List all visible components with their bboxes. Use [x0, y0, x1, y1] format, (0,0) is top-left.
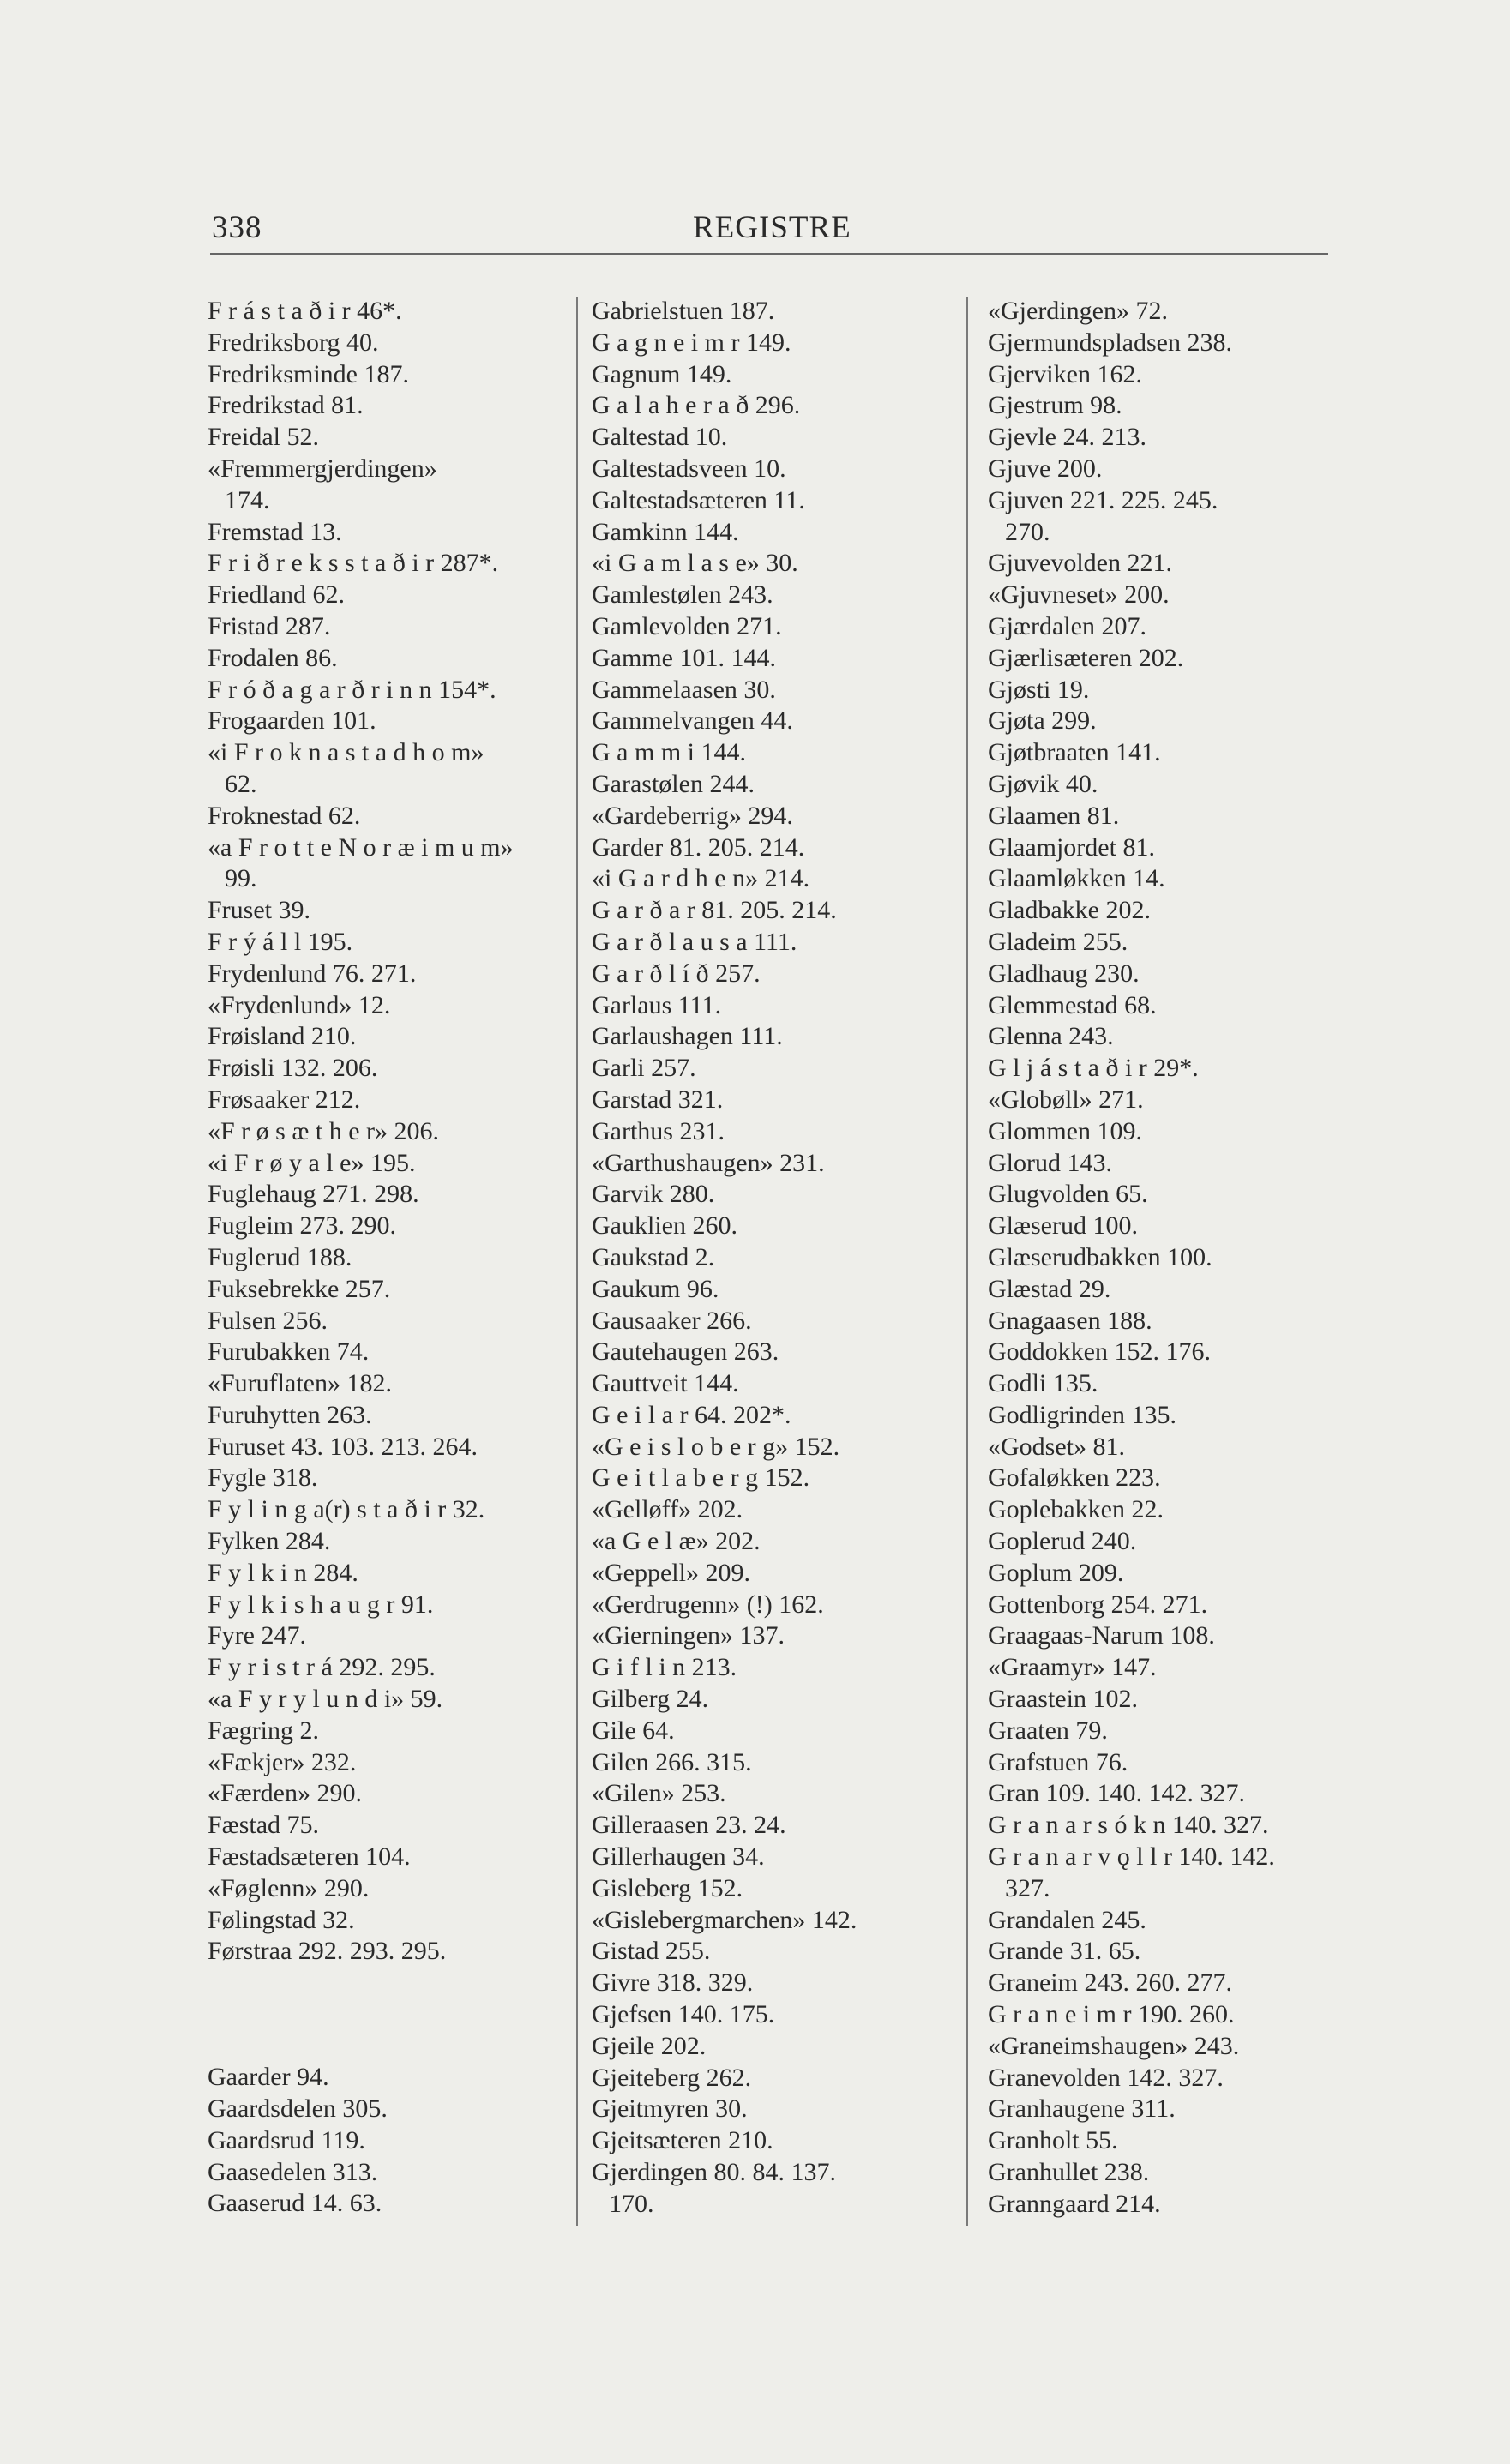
column-divider [966, 297, 968, 2226]
index-entry: Gjuven 221. 225. 245. [988, 485, 1218, 514]
index-entry: Gilleraasen 23. 24. [592, 1811, 786, 1840]
index-entry: Fruset 39. [208, 896, 310, 925]
index-entry: Granhaugene 311. [988, 2094, 1176, 2124]
index-entry: F y l i n g a(r) s t a ð i r 32. [208, 1495, 485, 1524]
index-entry: Fredriksborg 40. [208, 328, 379, 357]
index-entry: Garli 257. [592, 1054, 696, 1083]
index-entry: Gjærdalen 207. [988, 611, 1146, 640]
index-entry: Gjevle 24. 213. [988, 423, 1146, 452]
index-entry: Gilberg 24. [592, 1685, 709, 1714]
index-entry: Gillerhaugen 34. [592, 1842, 765, 1872]
index-entry: Graagaas-Narum 108. [988, 1621, 1215, 1650]
index-entry: Gladbakke 202. [988, 896, 1151, 925]
index-entry: «Gardeberrig» 294. [592, 801, 793, 830]
index-entry: «Gislebergmarchen» 142. [592, 1905, 857, 1934]
index-entry: Fægring 2. [208, 1716, 320, 1745]
index-entry: Fredrikstad 81. [208, 391, 364, 420]
index-entry: Gjeitmyren 30. [592, 2094, 748, 2124]
index-entry: Garthus 231. [592, 1116, 725, 1145]
index-entry: G a m m i 144. [592, 738, 746, 767]
index-entry: Fuglehaug 271. 298. [208, 1180, 419, 1209]
index-entry: «Graneimshaugen» 243. [988, 2031, 1240, 2060]
index-entry: «Globøll» 271. [988, 1085, 1144, 1114]
index-entry: Garlaushagen 111. [592, 1022, 783, 1051]
index-entry: Gjermundspladsen 238. [988, 328, 1232, 357]
index-entry: Friedland 62. [208, 580, 345, 610]
index-entry: F y l k i n 284. [208, 1558, 358, 1587]
index-entry: Grafstuen 76. [988, 1747, 1128, 1776]
index-entry: Gjerdingen 80. 84. 137. [592, 2158, 836, 2187]
index-entry: Gjerviken 162. [988, 359, 1142, 388]
index-entry: Førstraa 292. 293. 295. [208, 1937, 447, 1966]
index-entry: Glenna 243. [988, 1022, 1114, 1051]
index-entry: «Færden» 290. [208, 1779, 362, 1808]
index-entry: Gjøtbraaten 141. [988, 738, 1161, 767]
index-entry: Fugleim 273. 290. [208, 1211, 397, 1241]
index-entry: Garstad 321. [592, 1085, 724, 1114]
index-entry: Gjøta 299. [988, 706, 1097, 736]
index-entry: G i f l i n 213. [592, 1653, 737, 1682]
index-entry: Gjeile 202. [592, 2031, 707, 2060]
index-entry: Fyre 247. [208, 1621, 306, 1650]
index-entry: Garastølen 244. [592, 769, 755, 798]
index-entry: «G e i s l o b e r g» 152. [592, 1432, 840, 1461]
index-entry: Gilen 266. 315. [592, 1747, 752, 1776]
index-entry: F y r i s t r á 292. 295. [208, 1653, 436, 1682]
index-entry: 270. [1005, 517, 1050, 546]
index-entry: Fredriksminde 187. [208, 359, 409, 388]
index-entry: 62. [225, 769, 257, 798]
index-entry: Gausaaker 266. [592, 1306, 752, 1335]
index-entry: G r a n a r s ó k n 140. 327. [988, 1811, 1269, 1840]
index-entry: «Gilen» 253. [592, 1779, 726, 1808]
index-entry: Furuhytten 263. [208, 1400, 372, 1429]
index-entry: Graneim 243. 260. 277. [988, 1968, 1232, 1998]
index-entry: Fæstad 75. [208, 1811, 320, 1840]
index-entry: Furuset 43. 103. 213. 264. [208, 1432, 478, 1461]
index-entry: Gaasedelen 313. [208, 2157, 378, 2186]
index-entry: Glaamløkken 14. [988, 864, 1165, 893]
index-entry: Gladhaug 230. [988, 959, 1140, 988]
index-entry: «Gelløff» 202. [592, 1495, 743, 1524]
index-entry: Gaaserud 14. 63. [208, 2189, 382, 2218]
header-rule [210, 253, 1328, 255]
index-entry: Glæstad 29. [988, 1274, 1111, 1303]
index-entry: Gaarder 94. [208, 2063, 329, 2092]
index-entry: Frogaarden 101. [208, 706, 376, 736]
index-entry: Gjærlisæteren 202. [988, 643, 1184, 672]
index-entry: Galtestad 10. [592, 423, 728, 452]
index-entry: Gjøvik 40. [988, 769, 1098, 798]
index-column-1 [208, 296, 514, 2220]
index-entry: Granngaard 214. [988, 2189, 1161, 2218]
index-entry: «a F y r y l u n d i» 59. [208, 1685, 443, 1714]
index-entry: Gamkinn 144. [592, 517, 739, 546]
index-entry: Goplum 209. [988, 1558, 1124, 1587]
index-entry: «Godset» 81. [988, 1432, 1125, 1461]
index-entry: Granevolden 142. 327. [988, 2063, 1224, 2092]
index-entry: Gofaløkken 223. [988, 1463, 1161, 1493]
index-entry: Froknestad 62. [208, 801, 361, 830]
index-entry: F y l k i s h a u g r 91. [208, 1590, 434, 1619]
index-entry: «i G a r d h e n» 214. [592, 864, 810, 893]
index-entry: Gjefsen 140. 175. [592, 2000, 775, 2029]
index-entry: G r a n a r v ǫ l l r 140. 142. [988, 1842, 1275, 1872]
index-entry: G r a n e i m r 190. 260. [988, 2000, 1235, 2029]
index-entry: Grande 31. 65. [988, 1937, 1141, 1966]
index-column-2 [592, 296, 857, 2221]
index-entry: «Garthushaugen» 231. [592, 1148, 825, 1177]
index-entry: «Gerdrugenn» (!) 162. [592, 1590, 824, 1619]
index-entry: Gottenborg 254. 271. [988, 1590, 1208, 1619]
index-entry: G a r ð l í ð 257. [592, 959, 761, 988]
index-entry: Gaardsrud 119. [208, 2125, 365, 2154]
index-entry: Gaardsdelen 305. [208, 2094, 388, 2124]
index-entry: Galtestadsveen 10. [592, 454, 786, 483]
index-entry: «Fremmergjerdingen» [208, 454, 437, 483]
index-entry: G e i l a r 64. 202*. [592, 1400, 791, 1429]
index-entry: Gamlestølen 243. [592, 580, 773, 610]
index-entry: Gnagaasen 188. [988, 1306, 1152, 1335]
index-entry: G a g n e i m r 149. [592, 328, 791, 357]
index-entry: Gamlevolden 271. [592, 611, 782, 640]
index-entry: Granhullet 238. [988, 2158, 1150, 2187]
index-entry: Goddokken 152. 176. [988, 1337, 1211, 1367]
index-entry: Gistad 255. [592, 1937, 711, 1966]
index-entry: Gamme 101. 144. [592, 643, 776, 672]
index-entry: «Furuflaten» 182. [208, 1369, 392, 1398]
index-entry: Glæserud 100. [988, 1211, 1138, 1241]
index-entry: Freidal 52. [208, 423, 319, 452]
index-entry: «Føglenn» 290. [208, 1873, 370, 1902]
index-entry: Gran 109. 140. 142. 327. [988, 1779, 1245, 1808]
index-entry: «Gierningen» 137. [592, 1621, 785, 1650]
index-entry: Gjuvevolden 221. [988, 549, 1172, 578]
index-entry: Fylken 284. [208, 1527, 331, 1556]
index-entry: 170. [609, 2189, 654, 2218]
index-entry: Gladeim 255. [988, 927, 1128, 956]
index-entry: 327. [1005, 1873, 1050, 1902]
index-entry: Frøisland 210. [208, 1022, 357, 1051]
index-entry: «Geppell» 209. [592, 1558, 750, 1587]
index-entry: Glorud 143. [988, 1148, 1112, 1177]
index-entry: Frøsaaker 212. [208, 1085, 361, 1114]
index-entry: Garder 81. 205. 214. [592, 832, 805, 862]
index-entry: G a r ð l a u s a 111. [592, 927, 797, 956]
index-entry: Gauklien 260. [592, 1211, 737, 1241]
index-entry: Gaukstad 2. [592, 1242, 715, 1271]
index-entry: Fuksebrekke 257. [208, 1274, 391, 1303]
index-entry: Godligrinden 135. [988, 1400, 1176, 1429]
index-entry: «Gjuvneset» 200. [988, 580, 1170, 610]
page-number: 338 [212, 210, 262, 245]
index-entry: «Fækjer» 232. [208, 1747, 357, 1776]
index-entry: «a G e l æ» 202. [592, 1527, 761, 1556]
index-entry: G l j á s t a ð i r 29*. [988, 1054, 1199, 1083]
index-entry: Fremstad 13. [208, 517, 342, 546]
index-entry: Gjestrum 98. [988, 391, 1122, 420]
running-head: REGISTRE [693, 210, 851, 245]
index-entry: Granholt 55. [988, 2126, 1118, 2155]
index-entry: G a r ð a r 81. 205. 214. [592, 896, 837, 925]
index-entry: Fulsen 256. [208, 1306, 328, 1335]
index-entry: Graaten 79. [988, 1716, 1108, 1745]
index-entry: Fygle 318. [208, 1463, 318, 1493]
index-entry: Garlaus 111. [592, 990, 722, 1019]
index-entry: «Graamyr» 147. [988, 1653, 1157, 1682]
index-entry: G e i t l a b e r g 152. [592, 1463, 810, 1493]
index-entry: Givre 318. 329. [592, 1968, 754, 1998]
index-entry: Gile 64. [592, 1716, 675, 1745]
index-entry: Goplerud 240. [988, 1527, 1137, 1556]
index-entry: Følingstad 32. [208, 1905, 355, 1934]
index-entry: Glemmestad 68. [988, 990, 1157, 1019]
index-entry: Furubakken 74. [208, 1337, 370, 1367]
index-entry: Gjeitsæteren 210. [592, 2126, 773, 2155]
index-entry: Glaamjordet 81. [988, 832, 1155, 862]
index-entry: Gjeiteberg 262. [592, 2063, 752, 2092]
index-entry: Gagnum 149. [592, 359, 732, 388]
index-entry: Goplebakken 22. [988, 1495, 1164, 1524]
index-entry: «Frydenlund» 12. [208, 990, 391, 1019]
index-entry: F r i ð r e k s s t a ð i r 287*. [208, 549, 499, 578]
index-entry: «a F r o t t e N o r æ i m u m» [208, 832, 514, 862]
index-entry: Fristad 287. [208, 611, 331, 640]
index-entry: F r ó ð a g a r ð r i n n 154*. [208, 675, 496, 704]
index-entry: Gammelaasen 30. [592, 675, 776, 704]
index-entry: Glugvolden 65. [988, 1180, 1148, 1209]
index-entry: Graastein 102. [988, 1685, 1138, 1714]
index-entry: «F r ø s æ t h e r» 206. [208, 1116, 439, 1145]
index-entry: «Gjerdingen» 72. [988, 297, 1168, 325]
index-entry: Frodalen 86. [208, 643, 338, 672]
index-entry: Grandalen 245. [988, 1905, 1146, 1934]
index-entry: «i G a m l a s e» 30. [592, 549, 798, 578]
index-entry: F r á s t a ð i r 46*. [208, 297, 402, 325]
index-entry: Gjuve 200. [988, 454, 1103, 483]
index-entry: Gaukum 96. [592, 1274, 719, 1303]
index-entry: Gauttveit 144. [592, 1369, 739, 1398]
index-entry: Gjøsti 19. [988, 675, 1090, 704]
index-entry: Glæserudbakken 100. [988, 1242, 1212, 1271]
index-entry: 99. [225, 864, 257, 893]
index-entry: Godli 135. [988, 1369, 1098, 1398]
index-entry: Galtestadsæteren 11. [592, 485, 805, 514]
index-entry: Fæstadsæteren 104. [208, 1842, 411, 1872]
index-entry: «i F r ø y a l e» 195. [208, 1148, 416, 1177]
index-entry: F r ý á l l 195. [208, 927, 353, 956]
index-entry: Gabrielstuen 187. [592, 297, 775, 325]
index-entry: Glommen 109. [988, 1116, 1142, 1145]
index-entry: 174. [225, 485, 270, 514]
index-entry: G a l a h e r a ð 296. [592, 391, 801, 420]
index-entry: Gautehaugen 263. [592, 1337, 779, 1367]
index-entry: Frøisli 132. 206. [208, 1054, 378, 1083]
index-entry: Glaamen 81. [988, 801, 1120, 830]
index-entry: Gammelvangen 44. [592, 706, 793, 736]
index-column-3 [988, 296, 1275, 2221]
index-entry: Garvik 280. [592, 1180, 715, 1209]
index-entry: Frydenlund 76. 271. [208, 959, 417, 988]
index-entry: «i F r o k n a s t a d h o m» [208, 738, 484, 767]
index-entry: Gisleberg 152. [592, 1873, 743, 1902]
section-gap [208, 1968, 514, 2062]
column-divider [576, 297, 578, 2226]
index-entry: Fuglerud 188. [208, 1242, 352, 1271]
